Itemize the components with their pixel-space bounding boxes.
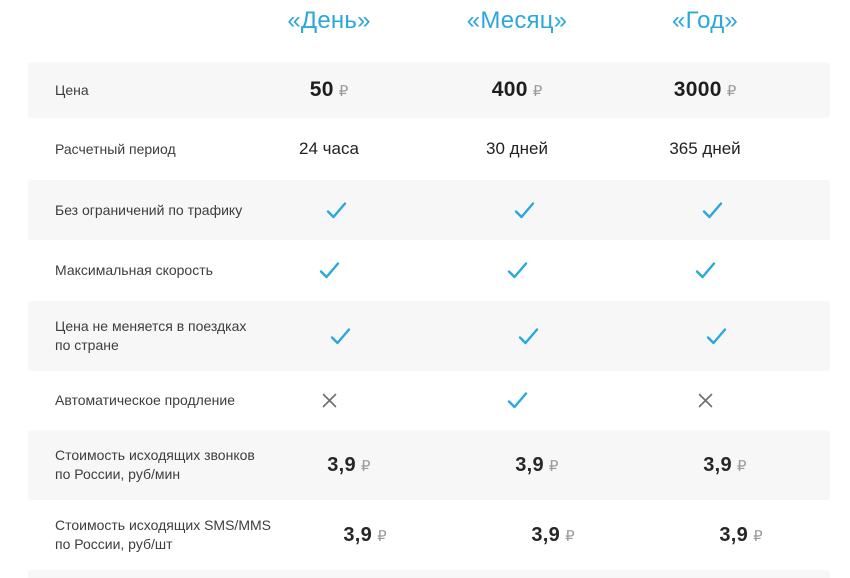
bool-cell-year	[622, 327, 810, 346]
check-icon	[318, 261, 341, 280]
plan-column-year[interactable]: «Год»	[672, 7, 738, 34]
rate-value: 3,9	[719, 523, 749, 546]
period-cell-year	[611, 139, 799, 159]
row-label	[55, 317, 246, 355]
table-row-auto-renewal	[28, 371, 830, 430]
bool-cell-month	[430, 201, 618, 220]
ruble-sign: ₽	[338, 83, 349, 100]
check-icon	[325, 201, 348, 220]
row-label	[55, 140, 235, 159]
bool-cell-year	[618, 201, 806, 220]
period-cell-day	[235, 139, 423, 159]
check-icon	[329, 327, 352, 346]
ruble-sign: ₽	[565, 527, 575, 545]
rate-value: 3,9	[703, 453, 732, 476]
plan-column-day[interactable]: «День»	[287, 7, 371, 34]
plan-header-row	[28, 0, 830, 62]
price-value: 3000	[673, 78, 722, 101]
row-label-line: по стране	[55, 337, 119, 353]
row-label-line: Максимальная скорость	[55, 262, 213, 278]
plan-column-month[interactable]: «Месяц»	[466, 7, 568, 34]
table-row-max-speed	[28, 240, 830, 301]
price-value: 50	[309, 78, 334, 101]
rate-cell-day	[271, 524, 459, 547]
rate-cell-year	[631, 454, 819, 477]
bool-cell-month	[434, 327, 622, 346]
rate-cell-day	[255, 454, 443, 477]
partial-next-row	[28, 570, 830, 578]
table-row-fixed-price-travel	[28, 301, 830, 371]
row-label	[55, 516, 271, 554]
ruble-sign: ₽	[736, 457, 747, 475]
row-label-line: по России, руб/шт	[55, 536, 173, 552]
rate-value: 3,9	[531, 523, 561, 546]
period-value: 30 дней	[486, 139, 548, 158]
period-cell-month	[423, 139, 611, 159]
row-label-line: Расчетный период	[55, 140, 176, 157]
row-label-line: Цена не меняется в поездках	[55, 318, 247, 334]
bool-cell-day	[246, 327, 434, 346]
rate-cell-year	[647, 524, 835, 547]
price-value: 400	[491, 78, 528, 101]
row-label	[55, 201, 242, 220]
rate-cell-month	[443, 454, 631, 477]
table-row-sms-rate	[28, 500, 830, 570]
bool-cell-year	[611, 392, 799, 410]
price-cell-year	[611, 78, 799, 102]
row-label-line: Стоимость исходящих SMS/MMS	[55, 517, 271, 533]
ruble-sign: ₽	[532, 83, 543, 100]
bool-cell-month	[423, 391, 611, 410]
ruble-sign: ₽	[753, 527, 763, 545]
table-row-billing-period	[28, 118, 830, 180]
check-icon	[506, 391, 529, 410]
ruble-sign: ₽	[360, 457, 371, 475]
table-row-unlimited-traffic	[28, 180, 830, 240]
row-label-line: Стоимость исходящих звонков	[55, 447, 255, 463]
rate-value: 3,9	[327, 453, 356, 476]
row-label	[55, 446, 255, 484]
period-value: 365 дней	[669, 139, 741, 158]
ruble-sign: ₽	[726, 83, 737, 100]
check-icon	[705, 327, 728, 346]
rate-cell-month	[459, 524, 647, 547]
check-icon	[517, 327, 540, 346]
table-row-price	[28, 62, 830, 118]
period-value: 24 часа	[299, 139, 359, 158]
bool-cell-day	[235, 392, 423, 410]
table-row-call-rate	[28, 430, 830, 500]
bool-cell-day	[242, 201, 430, 220]
row-label	[55, 261, 235, 280]
row-label	[55, 81, 235, 100]
check-icon	[701, 201, 724, 220]
row-label-line: по России, руб/мин	[55, 466, 181, 482]
rate-value: 3,9	[343, 523, 373, 546]
row-label-line: Без ограничений по трафику	[55, 201, 243, 218]
bool-cell-month	[423, 261, 611, 280]
bool-cell-day	[235, 261, 423, 280]
cross-icon	[697, 392, 714, 409]
row-label-line: Автоматическое продление	[55, 392, 235, 408]
check-icon	[694, 261, 717, 280]
tariff-table	[28, 62, 830, 570]
check-icon	[513, 201, 536, 220]
ruble-sign: ₽	[377, 527, 387, 545]
price-cell-month	[423, 78, 611, 102]
price-cell-day	[235, 78, 423, 102]
cross-icon	[321, 392, 338, 409]
rate-value: 3,9	[515, 453, 544, 476]
row-label-line: Цена	[55, 81, 89, 98]
ruble-sign: ₽	[548, 457, 559, 475]
row-label	[55, 391, 235, 410]
bool-cell-year	[611, 261, 799, 280]
check-icon	[506, 261, 529, 280]
